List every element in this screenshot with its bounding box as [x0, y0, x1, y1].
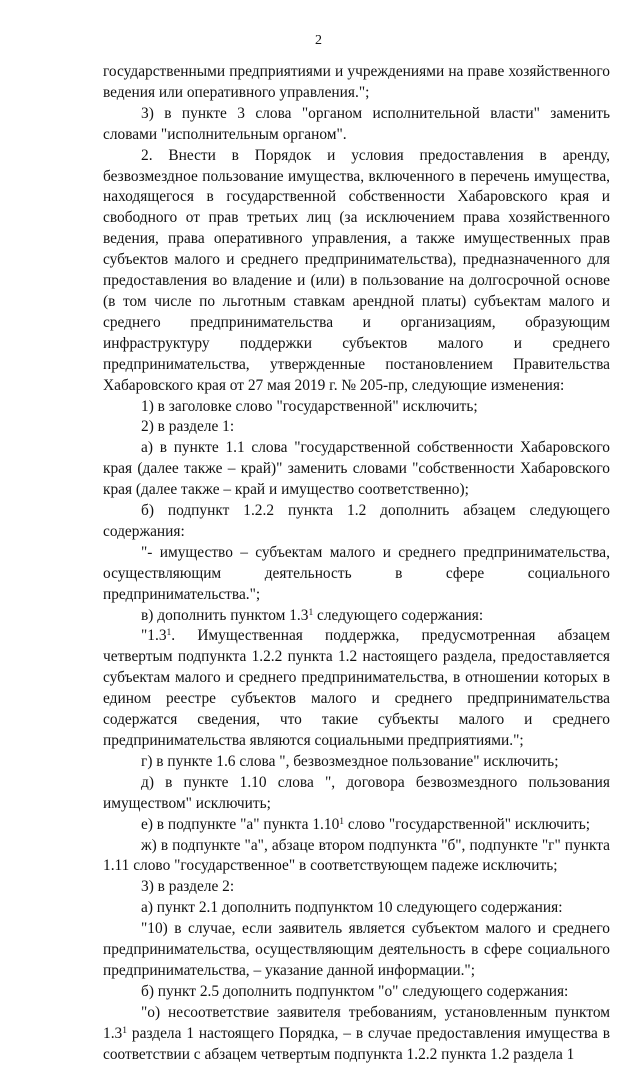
paragraph: "10) в случае, если заявитель является субъектом малого и среднего предпринимательства, осуществляющим деятельность в сфере социального предпринимательства, – указание данной информации.";: [103, 920, 610, 979]
paragraph-text: е) в подпункте "а" пункта 1.10: [141, 815, 340, 833]
paragraph: [103, 815, 610, 836]
paragraph: ж) в подпункте "а", абзаце втором подпункта "б", подпункте "г" пункта 1.11 слово "государственное" в соответствующем падеже исключить;: [103, 836, 610, 875]
superscript: 1: [339, 815, 345, 827]
paragraph: 2. Внести в Порядок и условия предоставления в аренду, безвозмездное пользование имущества, включенного в перечень имущества, находящегося в государственной собственности Хабаровского края и свободного от прав третьих лиц (за исключением права хозяйственного ведения, права оперативного управления, а также имущественных прав субъектов малого и среднего предпринимательства), предназначенного для предоставления во владение и (или) в пользование на долгосрочной основе (в том числе по льготным ставкам арендной платы) субъектам малого и среднего предпринимательства и организациям, образующим инфраструктуру поддержки субъектов малого и среднего предпринимательства, утвержденные постановлением Правительства Хабаровского края от 27 мая 2019 г. № 205-пр, следующие изменения:: [103, 146, 610, 394]
superscript: 1: [166, 627, 172, 639]
paragraph: г) в пункте 1.6 слова ", безвозмездное пользование" исключить;: [141, 752, 559, 770]
paragraph-text: "1.3: [141, 627, 167, 645]
paragraph: 2) в разделе 1:: [141, 418, 235, 436]
document-body: [103, 62, 610, 1066]
superscript: 1: [122, 1024, 128, 1036]
paragraph-text: в) дополнить пунктом 1.3: [141, 606, 309, 624]
paragraph: 3) в пункте 3 слова "органом исполнительной власти" заменить словами "исполнительным органом".: [103, 104, 610, 143]
paragraph: б) пункт 2.5 дополнить подпунктом "о" следующего содержания:: [141, 982, 569, 1000]
paragraph: 3) в разделе 2:: [141, 878, 235, 896]
paragraph: а) пункт 2.1 дополнить подпунктом 10 следующего содержания:: [141, 899, 563, 917]
paragraph: [103, 1003, 610, 1066]
paragraph: 1) в заголовке слово "государственной" исключить;: [141, 397, 478, 415]
paragraph: [103, 626, 610, 751]
paragraph: а) в пункте 1.1 слова "государственной собственности Хабаровского края (далее также – край)" заменить словами "собственности Хабаровского края (далее также – край и имущество соответственно);: [103, 439, 610, 499]
page-number: 2: [315, 33, 322, 48]
paragraph-text: . Имущественная поддержка, предусмотренная абзацем четвертым подпункта 1.2.2 пункта 1.2 настоящего раздела, предоставляется субъектам малого и среднего предпринимательства, в отношении которых в едином реестре субъектов малого и среднего предпринимательства содержатся сведения, что такие субъекты малого и среднего предпринимательства являются социальными предприятиями.";: [103, 627, 610, 749]
paragraph-text: "о) несоответствие заявителя требованиям, установленным пунктом 1.3: [103, 1003, 610, 1042]
paragraph-text: следующего содержания:: [313, 606, 484, 624]
superscript: 1: [308, 606, 314, 618]
paragraph: "- имущество – субъектам малого и среднего предпринимательства, осуществляющим деятельность в сфере социального предпринимательства.";: [103, 543, 610, 603]
paragraph: д) в пункте 1.10 слова ", договора безвозмездного пользования имуществом" исключить;: [103, 773, 610, 812]
paragraph: государственными предприятиями и учреждениями на праве хозяйственного ведения или оперативного управления.";: [103, 63, 610, 101]
paragraph-text: слово "государственной" исключить;: [344, 815, 591, 833]
paragraph: [103, 606, 610, 627]
paragraph-text: раздела 1 настоящего Порядка, – в случае предоставления имущества в соответствии с абзацем четвертым подпункта 1.2.2 пункта 1.2 раздела 1: [103, 1024, 610, 1063]
paragraph: б) подпункт 1.2.2 пункта 1.2 дополнить абзацем следующего содержания:: [103, 502, 610, 540]
